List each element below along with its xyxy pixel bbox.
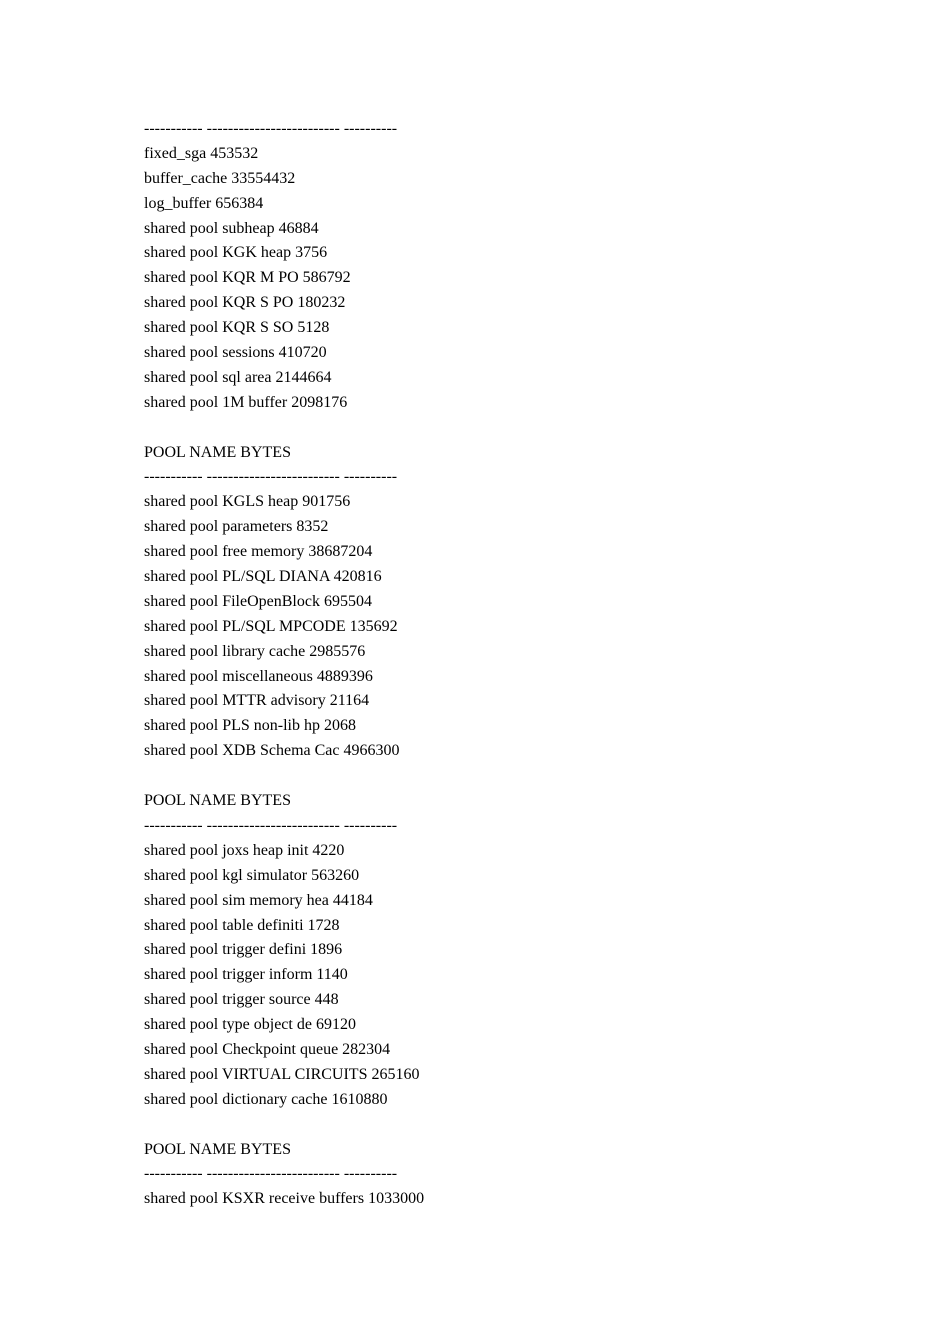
pool-row: shared pool sessions 410720 <box>144 344 327 362</box>
pool-row: shared pool joxs heap init 4220 <box>144 841 345 859</box>
pool-row: fixed_sga 453532 <box>144 144 259 162</box>
column-header: POOL NAME BYTES <box>144 792 291 810</box>
pool-row: shared pool KQR S SO 5128 <box>144 319 330 337</box>
pool-row: shared pool parameters 8352 <box>144 518 329 536</box>
pool-row: shared pool 1M buffer 2098176 <box>144 393 348 411</box>
pool-row: shared pool PLS non-lib hp 2068 <box>144 717 356 735</box>
pool-row: shared pool MTTR advisory 21164 <box>144 692 370 710</box>
pool-row: shared pool sim memory hea 44184 <box>144 891 373 909</box>
pool-row: shared pool KGK heap 3756 <box>144 244 328 262</box>
pool-row: buffer_cache 33554432 <box>144 169 296 187</box>
section-gap <box>144 1113 904 1138</box>
separator-line: ----------- ------------------------- ---------- <box>144 1165 398 1183</box>
separator-line: ----------- ------------------------- ---------- <box>144 120 398 137</box>
pool-row: shared pool VIRTUAL CIRCUITS 265160 <box>144 1065 420 1083</box>
separator-line: ----------- ------------------------- ---------- <box>144 468 398 486</box>
pool-row: shared pool PL/SQL MPCODE 135692 <box>144 617 398 635</box>
pool-row: shared pool dictionary cache 1610880 <box>144 1090 388 1108</box>
pool-row: shared pool library cache 2985576 <box>144 642 366 660</box>
pool-row: shared pool KQR M PO 586792 <box>144 269 351 287</box>
column-header: POOL NAME BYTES <box>144 1140 291 1158</box>
section-gap <box>144 416 904 441</box>
pool-row: shared pool miscellaneous 4889396 <box>144 667 373 685</box>
pool-row: shared pool subheap 46884 <box>144 219 319 237</box>
separator-line: ----------- ------------------------- ---------- <box>144 816 398 834</box>
pool-row: shared pool FileOpenBlock 695504 <box>144 592 372 610</box>
pool-row: shared pool XDB Schema Cac 4966300 <box>144 742 400 760</box>
pool-row: shared pool KGLS heap 901756 <box>144 493 351 511</box>
pool-row: shared pool free memory 38687204 <box>144 543 373 561</box>
pool-row: shared pool trigger source 448 <box>144 991 339 1009</box>
pool-row: shared pool trigger inform 1140 <box>144 966 348 984</box>
column-header: POOL NAME BYTES <box>144 443 291 461</box>
pool-row: shared pool type object de 69120 <box>144 1016 356 1034</box>
pool-row: shared pool sql area 2144664 <box>144 368 332 386</box>
pool-row: log_buffer 656384 <box>144 194 264 212</box>
pool-row: shared pool table definiti 1728 <box>144 916 340 934</box>
document-body <box>144 117 904 1212</box>
section-gap <box>144 764 904 789</box>
pool-row: shared pool kgl simulator 563260 <box>144 866 360 884</box>
pool-row: shared pool KQR S PO 180232 <box>144 294 346 312</box>
pool-row: shared pool trigger defini 1896 <box>144 941 343 959</box>
pool-row: shared pool PL/SQL DIANA 420816 <box>144 568 382 586</box>
pool-row: shared pool Checkpoint queue 282304 <box>144 1040 391 1058</box>
pool-row: shared pool KSXR receive buffers 1033000 <box>144 1190 425 1208</box>
